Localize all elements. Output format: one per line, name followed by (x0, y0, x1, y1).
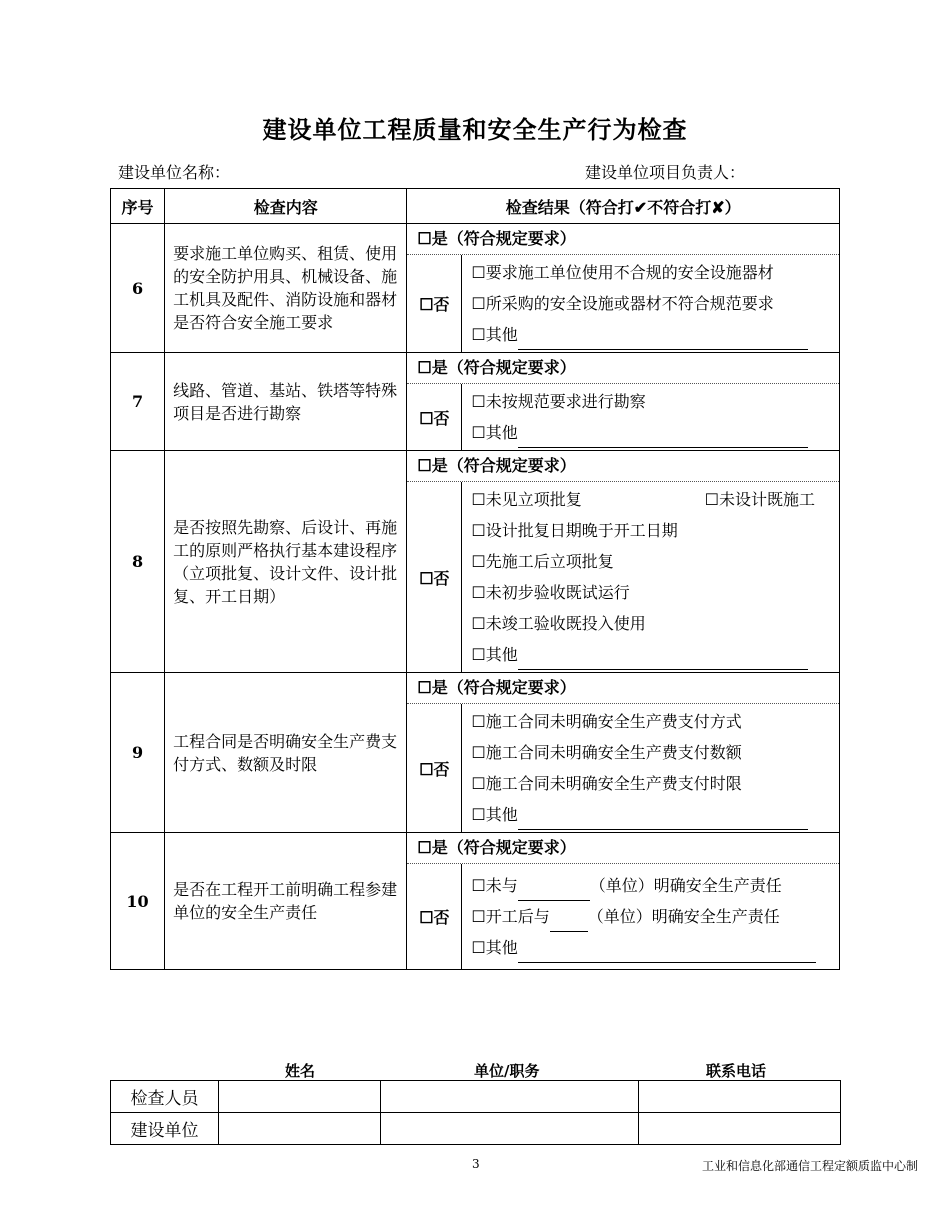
builder-label: 建设单位 (111, 1113, 219, 1145)
row-number: 7 (111, 353, 165, 451)
reason-suffix: （单位）明确安全生产责任 (589, 876, 782, 895)
table-row (111, 833, 840, 970)
check-result (407, 224, 840, 353)
check-content: 要求施工单位购买、租赁、使用的安全防护用具、机械设备、施工机具及配件、消防设施和器材是否符合安全施工要求 (165, 224, 407, 353)
table-row (111, 353, 840, 451)
check-content: 线路、管道、基站、铁塔等特殊项目是否进行勘察 (165, 353, 407, 451)
header-content: 检查内容 (165, 189, 407, 224)
other-checkbox[interactable] (471, 417, 839, 448)
no-checkbox[interactable]: ☐否 (407, 864, 462, 969)
yes-checkbox[interactable]: ☐是（符合规定要求） (407, 353, 839, 384)
yes-checkbox[interactable]: ☐是（符合规定要求） (407, 833, 839, 864)
other-label: ☐其他 (471, 805, 518, 824)
reason-checkbox[interactable]: ☐要求施工单位使用不合规的安全设施器材 (471, 263, 774, 282)
other-checkbox[interactable] (471, 799, 839, 830)
table-row (111, 673, 840, 833)
reason-checkbox[interactable]: ☐未竣工验收既投入使用 (471, 614, 646, 633)
header-result: 检查结果（符合打✔不符合打✘） (407, 189, 840, 224)
inspector-unit-field[interactable] (381, 1081, 639, 1113)
check-result (407, 451, 840, 673)
reason-checkbox[interactable]: ☐未见立项批复 (471, 490, 582, 509)
other-blank-line[interactable] (518, 647, 808, 670)
check-result (407, 833, 840, 970)
check-content: 是否在工程开工前明确工程参建单位的安全生产责任 (165, 833, 407, 970)
reason-checkbox[interactable]: ☐施工合同未明确安全生产费支付数额 (471, 743, 742, 762)
reason-checkbox[interactable]: ☐施工合同未明确安全生产费支付时限 (471, 774, 742, 793)
sign-header-phone: 联系电话 (706, 1062, 767, 1080)
table-row (111, 224, 840, 353)
table-row (111, 451, 840, 673)
row-number: 10 (111, 833, 165, 970)
no-checkbox[interactable]: ☐否 (407, 384, 462, 450)
no-checkbox[interactable]: ☐否 (407, 704, 462, 832)
footer-note: 工业和信息化部通信工程定额质监中心制 (701, 1159, 918, 1173)
sign-row-builder (111, 1113, 841, 1145)
reason-checkbox[interactable]: ☐未设计既施工 (704, 490, 815, 509)
reason-checkbox[interactable]: ☐所采购的安全设施或器材不符合规范要求 (471, 294, 774, 313)
row-number: 9 (111, 673, 165, 833)
inspection-table (110, 188, 840, 970)
check-result (407, 353, 840, 451)
other-checkbox[interactable] (471, 319, 839, 350)
other-blank-line[interactable] (518, 940, 816, 963)
builder-name-field[interactable] (219, 1113, 381, 1145)
no-checkbox[interactable]: ☐否 (407, 482, 462, 672)
reason-checkbox[interactable]: ☐未初步验收既试运行 (471, 583, 630, 602)
reason-suffix: （单位）明确安全生产责任 (587, 907, 780, 926)
sign-header-unit: 单位/职务 (474, 1062, 540, 1080)
reason-checkbox[interactable]: ☐未按规范要求进行勘察 (471, 392, 646, 411)
builder-phone-field[interactable] (639, 1113, 841, 1145)
other-label: ☐其他 (471, 325, 518, 344)
other-label: ☐其他 (471, 423, 518, 442)
reason-prefix: ☐开工后与 (471, 907, 550, 926)
yes-checkbox[interactable]: ☐是（符合规定要求） (407, 224, 839, 255)
page-number: 3 (472, 1157, 480, 1171)
table-header-row (111, 189, 840, 224)
inspector-name-field[interactable] (219, 1081, 381, 1113)
other-checkbox[interactable] (471, 932, 839, 963)
check-content: 工程合同是否明确安全生产费支付方式、数额及时限 (165, 673, 407, 833)
reason-prefix: ☐未与 (471, 876, 518, 895)
sign-header-name: 姓名 (285, 1062, 316, 1080)
reason-checkbox[interactable]: ☐施工合同未明确安全生产费支付方式 (471, 712, 742, 731)
inspector-label: 检查人员 (111, 1081, 219, 1113)
reason-pair (471, 484, 839, 515)
inspector-phone-field[interactable] (639, 1081, 841, 1113)
other-checkbox[interactable] (471, 639, 839, 670)
other-blank-line[interactable] (518, 425, 808, 448)
signature-table (110, 1080, 841, 1145)
unit-name-label: 建设单位名称： (118, 163, 231, 182)
project-leader-label: 建设单位项目负责人： (585, 163, 746, 182)
reason-checkbox[interactable]: ☐先施工后立项批复 (471, 552, 614, 571)
unit-blank-line[interactable] (518, 878, 590, 901)
check-result (407, 673, 840, 833)
other-blank-line[interactable] (518, 807, 808, 830)
reason-checkbox[interactable] (471, 870, 839, 901)
other-blank-line[interactable] (518, 327, 808, 350)
yes-checkbox[interactable]: ☐是（符合规定要求） (407, 673, 839, 704)
yes-checkbox[interactable]: ☐是（符合规定要求） (407, 451, 839, 482)
other-label: ☐其他 (471, 938, 518, 957)
sign-row-inspector (111, 1081, 841, 1113)
page-title: 建设单位工程质量和安全生产行为检查 (262, 115, 688, 144)
header-no: 序号 (111, 189, 165, 224)
row-number: 8 (111, 451, 165, 673)
builder-unit-field[interactable] (381, 1113, 639, 1145)
no-checkbox[interactable]: ☐否 (407, 255, 462, 352)
row-number: 6 (111, 224, 165, 353)
reason-checkbox[interactable] (471, 901, 839, 932)
unit-blank-line[interactable] (550, 909, 588, 932)
check-content: 是否按照先勘察、后设计、再施工的原则严格执行基本建设程序（立项批复、设计文件、设计批复、开工日期） (165, 451, 407, 673)
other-label: ☐其他 (471, 645, 518, 664)
reason-checkbox[interactable]: ☐设计批复日期晚于开工日期 (471, 521, 678, 540)
